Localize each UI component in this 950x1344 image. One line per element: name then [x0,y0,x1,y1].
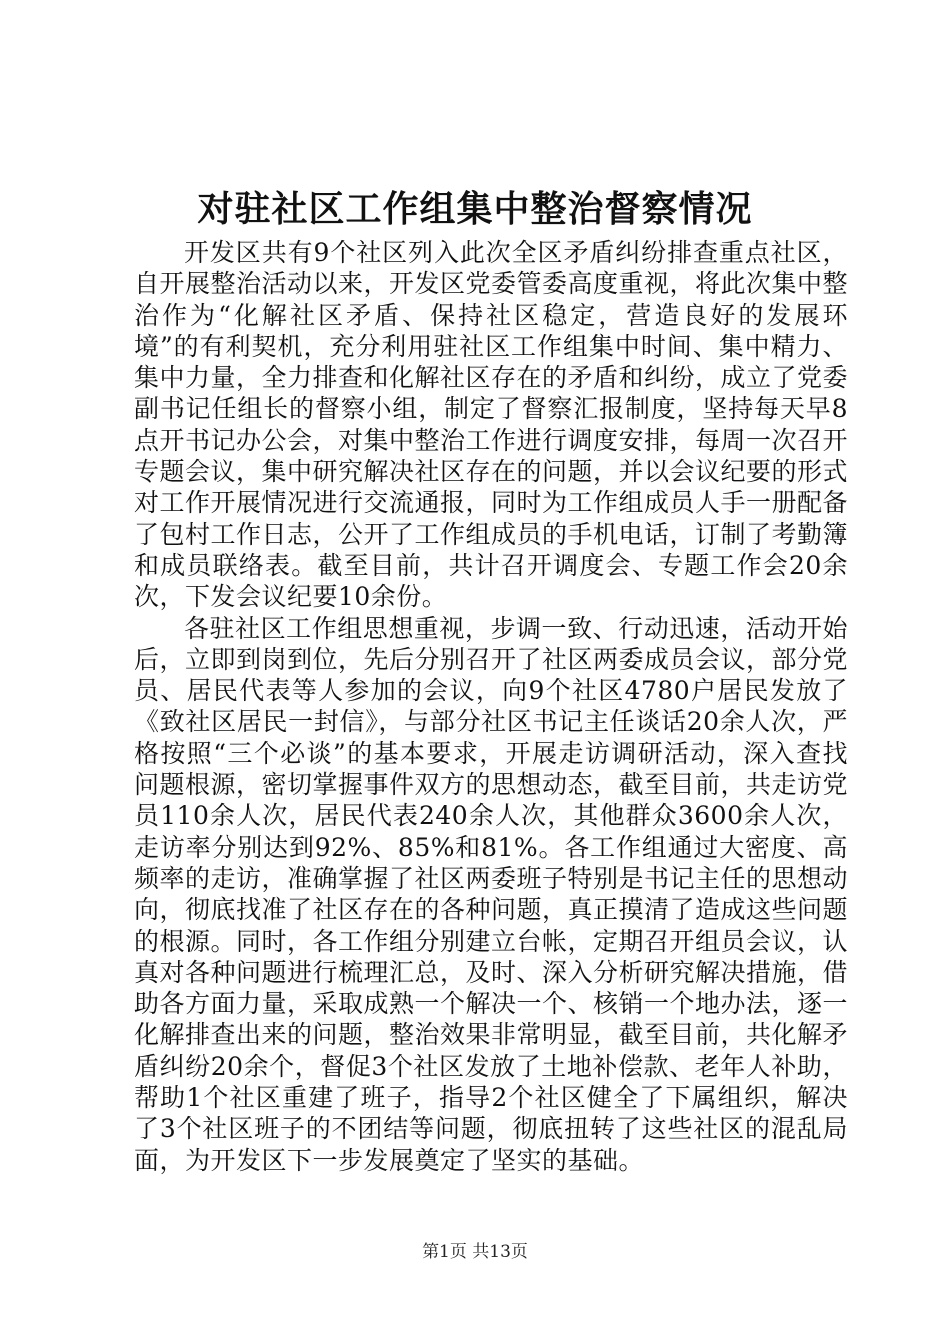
paragraph-2: 各驻社区工作组思想重视，步调一致、行动迅速，活动开始后，立即到岗到位，先后分别召开了社区两委成员会议，部分党员、居民代表等人参加的会议，向9个社区4780户居民发放了《致社区居民一封信》，与部分社区书记主任谈话20余人次，严格按照“三个必谈”的基本要求，开展走访调研活动，深入查找问题根源，密切掌握事件双方的思想动态，截至目前，共走访党员110余人次，居民代表240余人次，其他群众3600余人次，走访率分别达到92%、85%和81%。各工作组通过大密度、高频率的走访，准确掌握了社区两委班子特别是书记主任的思想动向，彻底找准了社区存在的各种问题，真正摸清了造成这些问题的根源。同时，各工作组分别建立台帐，定期召开组员会议，认真对各种问题进行梳理汇总，及时、深入分析研究解决措施，借助各方面力量，采取成熟一个解决一个、核销一个地办法，逐一化解排查出来的问题，整治效果非常明显，截至目前，共化解矛盾纠纷20余个，督促3个社区发放了土地补偿款、老年人补助，帮助1个社区重建了班子，指导2个社区健全了下属组织，解决了3个社区班子的不团结等问题，彻底扭转了这些社区的混乱局面，为开发区下一步发展奠定了坚实的基础。 [134,613,849,1175]
paragraph-1: 开发区共有9个社区列入此次全区矛盾纠纷排查重点社区，自开展整治活动以来，开发区党委管委高度重视，将此次集中整治作为“化解社区矛盾、保持社区稳定，营造良好的发展环境”的有利契机，充分利用驻社区工作组集中时间、集中精力、集中力量，全力排查和化解社区存在的矛盾和纠纷，成立了党委副书记任组长的督察小组，制定了督察汇报制度，坚持每天早8点开书记办公会，对集中整治工作进行调度安排，每周一次召开专题会议，集中研究解决社区存在的问题，并以会议纪要的形式对工作开展情况进行交流通报，同时为工作组成员人手一册配备了包村工作日志，公开了工作组成员的手机电话，订制了考勤簿和成员联络表。截至目前，共计召开调度会、专题工作会20余次，下发会议纪要10余份。 [134,238,849,612]
document-body [134,237,848,1176]
page-number-footer: 第1页 共13页 [422,1242,528,1262]
document-title: 对驻社区工作组集中整治督察情况 [197,188,753,230]
